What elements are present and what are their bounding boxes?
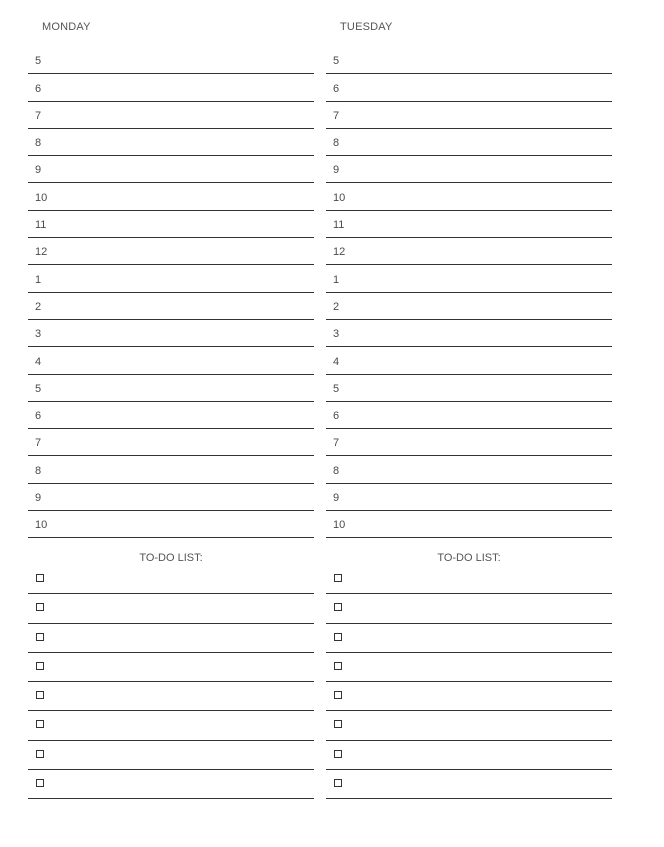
hour-row[interactable]: [28, 47, 314, 74]
hour-row[interactable]: [28, 102, 314, 129]
hour-label: 9: [35, 164, 42, 177]
todo-row[interactable]: [326, 741, 612, 770]
hour-row[interactable]: [28, 129, 314, 156]
hour-row[interactable]: [326, 47, 612, 74]
hour-list: [326, 47, 612, 538]
todo-row[interactable]: [28, 624, 314, 653]
todo-row[interactable]: [326, 594, 612, 623]
hour-row[interactable]: [28, 183, 314, 210]
hour-row[interactable]: [28, 211, 314, 238]
checkbox-icon[interactable]: [36, 779, 44, 787]
hour-row[interactable]: [28, 375, 314, 402]
todo-row[interactable]: [326, 682, 612, 711]
hour-label: 4: [333, 355, 340, 368]
todo-row[interactable]: [326, 711, 612, 740]
hour-row[interactable]: [326, 320, 612, 347]
hour-row[interactable]: [28, 456, 314, 483]
hour-label: 1: [333, 273, 340, 286]
checkbox-icon[interactable]: [36, 720, 44, 728]
checkbox-icon[interactable]: [36, 603, 44, 611]
todo-row[interactable]: [326, 653, 612, 682]
hour-label: 6: [333, 410, 340, 423]
day-title: MONDAY: [42, 21, 91, 33]
todo-list: [326, 565, 612, 799]
hour-row[interactable]: [326, 511, 612, 538]
checkbox-icon[interactable]: [334, 779, 342, 787]
hour-label: 7: [35, 437, 42, 450]
checkbox-icon[interactable]: [334, 662, 342, 670]
hour-label: 10: [35, 191, 48, 204]
todo-row[interactable]: [326, 565, 612, 594]
hour-label: 10: [35, 519, 48, 532]
hour-label: 12: [35, 246, 48, 259]
hour-label: 12: [333, 246, 346, 259]
checkbox-icon[interactable]: [36, 691, 44, 699]
hour-row[interactable]: [28, 238, 314, 265]
hour-row[interactable]: [326, 293, 612, 320]
hour-row[interactable]: [326, 183, 612, 210]
hour-row[interactable]: [326, 102, 612, 129]
hour-label: 2: [35, 300, 42, 313]
hour-label: 1: [35, 273, 42, 286]
checkbox-icon[interactable]: [334, 691, 342, 699]
hour-label: 6: [333, 82, 340, 95]
checkbox-icon[interactable]: [334, 603, 342, 611]
todo-row[interactable]: [326, 770, 612, 799]
todo-row[interactable]: [28, 594, 314, 623]
todo-row[interactable]: [326, 624, 612, 653]
hour-row[interactable]: [28, 484, 314, 511]
hour-label: 10: [333, 519, 346, 532]
hour-label: 9: [333, 164, 340, 177]
hour-label: 9: [333, 492, 340, 505]
hour-label: 8: [35, 464, 42, 477]
hour-label: 5: [333, 55, 340, 68]
hour-row[interactable]: [326, 129, 612, 156]
hour-label: 2: [333, 300, 340, 313]
hour-row[interactable]: [326, 347, 612, 374]
todo-list-title: TO-DO LIST:: [437, 552, 501, 564]
hour-label: 8: [35, 137, 42, 150]
hour-label: 8: [333, 464, 340, 477]
hour-label: 7: [333, 109, 340, 122]
checkbox-icon[interactable]: [36, 750, 44, 758]
hour-label: 4: [35, 355, 42, 368]
hour-row[interactable]: [326, 402, 612, 429]
checkbox-icon[interactable]: [36, 574, 44, 582]
hour-row[interactable]: [326, 429, 612, 456]
hour-row[interactable]: [326, 265, 612, 292]
hour-row[interactable]: [326, 484, 612, 511]
hour-row[interactable]: [28, 429, 314, 456]
hour-label: 8: [333, 137, 340, 150]
hour-row[interactable]: [28, 347, 314, 374]
todo-row[interactable]: [28, 682, 314, 711]
checkbox-icon[interactable]: [334, 720, 342, 728]
hour-row[interactable]: [28, 74, 314, 101]
hour-label: 10: [333, 191, 346, 204]
todo-row[interactable]: [28, 653, 314, 682]
hour-label: 3: [333, 328, 340, 341]
todo-row[interactable]: [28, 711, 314, 740]
day-title: TUESDAY: [340, 21, 393, 33]
hour-label: 5: [333, 382, 340, 395]
todo-row[interactable]: [28, 741, 314, 770]
hour-row[interactable]: [28, 293, 314, 320]
checkbox-icon[interactable]: [36, 662, 44, 670]
hour-row[interactable]: [326, 375, 612, 402]
checkbox-icon[interactable]: [334, 633, 342, 641]
hour-label: 6: [35, 82, 42, 95]
hour-label: 9: [35, 492, 42, 505]
checkbox-icon[interactable]: [334, 574, 342, 582]
todo-row[interactable]: [28, 770, 314, 799]
hour-row[interactable]: [28, 156, 314, 183]
hour-row[interactable]: [28, 402, 314, 429]
hour-label: 6: [35, 410, 42, 423]
hour-list: [28, 47, 314, 538]
todo-row[interactable]: [28, 565, 314, 594]
hour-row[interactable]: [326, 456, 612, 483]
hour-label: 3: [35, 328, 42, 341]
hour-row[interactable]: [326, 74, 612, 101]
checkbox-icon[interactable]: [36, 633, 44, 641]
hour-label: 11: [35, 219, 47, 232]
todo-list-title: TO-DO LIST:: [139, 552, 203, 564]
hour-label: 7: [333, 437, 340, 450]
hour-row[interactable]: [28, 320, 314, 347]
hour-row[interactable]: [326, 156, 612, 183]
hour-row[interactable]: [28, 265, 314, 292]
hour-label: 11: [333, 219, 345, 232]
hour-label: 5: [35, 382, 42, 395]
checkbox-icon[interactable]: [334, 750, 342, 758]
hour-row[interactable]: [28, 511, 314, 538]
hour-label: 5: [35, 55, 42, 68]
hour-row[interactable]: [326, 238, 612, 265]
hour-label: 7: [35, 109, 42, 122]
todo-list: [28, 565, 314, 799]
hour-row[interactable]: [326, 211, 612, 238]
